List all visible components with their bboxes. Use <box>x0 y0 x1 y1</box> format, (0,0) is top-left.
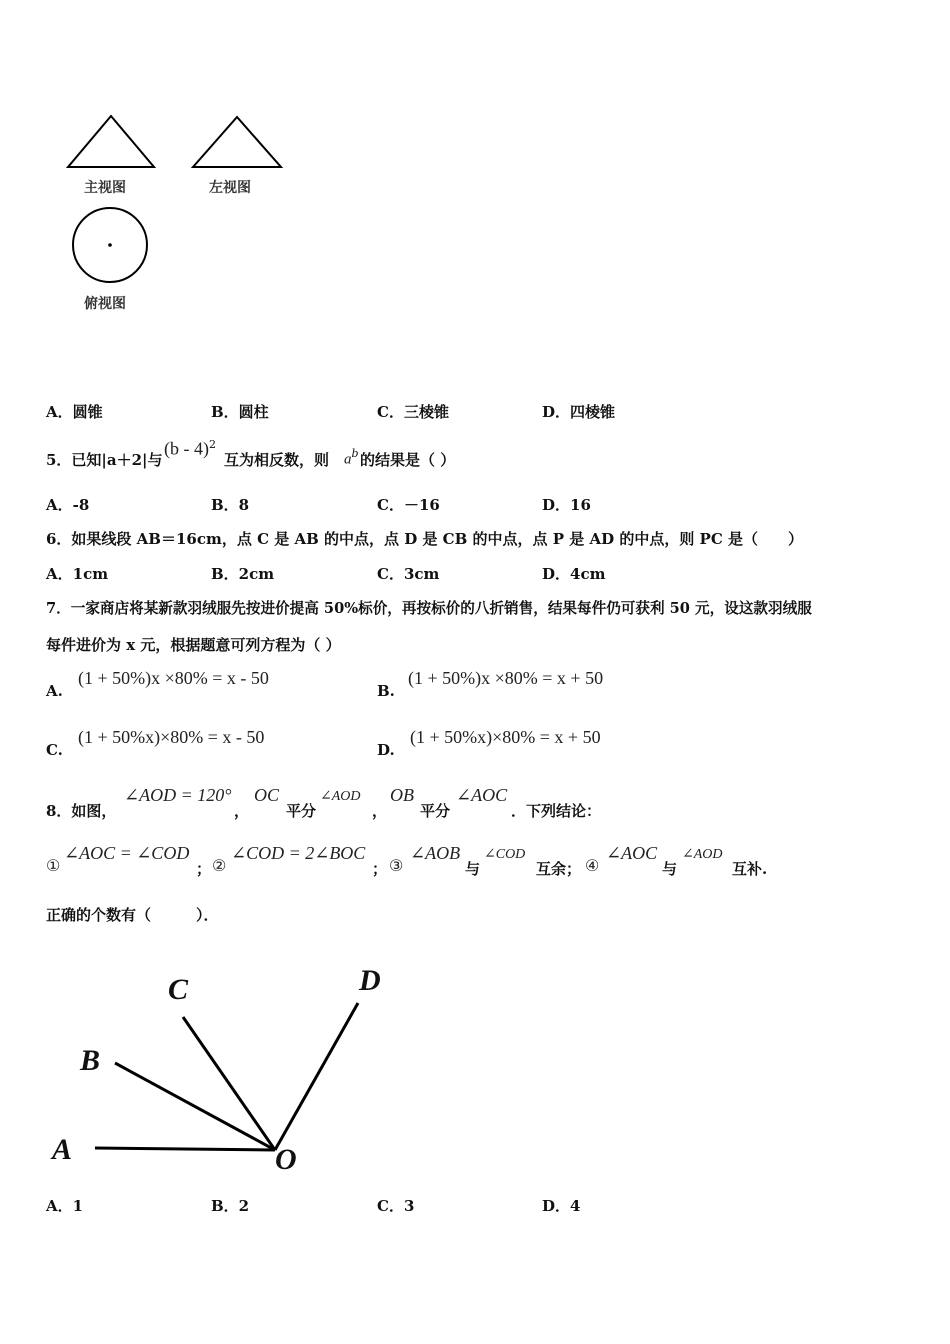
q8-semicolon-2: ； <box>372 860 388 878</box>
q8-ob: OB <box>390 785 414 805</box>
top-view-label: 俯视图 <box>84 296 126 312</box>
q8-statement-4-and: 与 <box>662 860 678 878</box>
q5-expression <box>164 438 216 459</box>
q8-semicolon-1: ； <box>196 860 212 878</box>
q8-sep2: ， <box>372 802 388 820</box>
q8-prefix: 8．如图， <box>46 802 117 820</box>
q6-option-d: D．4cm <box>542 565 606 583</box>
q8-question: 正确的个数有（ ）． <box>46 906 219 924</box>
q7-line2: 每件进价为 x 元，根据题意可列方程为（ ） <box>46 636 341 654</box>
q5-prefix: 5．已知|a＋2|与 <box>46 451 163 469</box>
q4-option-b: B．圆柱 <box>211 403 269 421</box>
q7-option-d-expr: (1 + 50%x)×80% = x + 50 <box>410 727 601 747</box>
q4-option-c: C．三棱锥 <box>377 403 449 421</box>
q8-angle-aod-120: ∠AOD = 120° <box>124 785 232 805</box>
left-view-triangle <box>193 117 281 167</box>
q5-option-c: C．－16 <box>377 496 440 514</box>
q7-option-c-label: C. <box>46 741 63 759</box>
q8-statement-2-num: ② <box>212 858 227 875</box>
q8-option-b: B．2 <box>211 1197 250 1215</box>
q8-option-d: D．4 <box>542 1197 581 1215</box>
q8-statement-3-num: ③ <box>389 858 404 875</box>
q4-option-d: D．四棱锥 <box>542 403 616 421</box>
q8-bisects-2: 平分 <box>420 802 451 820</box>
q6-option-c: C．3cm <box>377 565 440 583</box>
q8-angle-aoc: ∠AOC <box>456 785 508 805</box>
q8-statement-4-text: 互补. <box>732 860 768 878</box>
q8-statement-3-and: 与 <box>465 860 481 878</box>
q7-option-a-expr: (1 + 50%)x ×80% = x - 50 <box>78 668 269 688</box>
q6-text: 6．如果线段 AB＝16cm，点 C 是 AB 的中点，点 D 是 CB 的中点，点 P 是 AD 的中点，则 PC 是（ ） <box>46 530 803 548</box>
q5-suffix: 的结果是（ ） <box>360 451 456 469</box>
q7-option-b-expr: (1 + 50%)x ×80% = x + 50 <box>408 668 604 688</box>
point-label-d: D <box>359 964 381 997</box>
three-view-figure <box>60 110 300 290</box>
q5-power-base: a <box>344 451 352 468</box>
q7-option-d-label: D. <box>377 741 395 759</box>
point-label-o: O <box>275 1143 297 1176</box>
q8-statement-3-angle-b: ∠COD <box>484 847 526 862</box>
q5-option-a: A．-8 <box>46 496 90 514</box>
ray-od <box>275 1003 358 1150</box>
ray-ob <box>115 1063 275 1150</box>
q8-conclusions-intro: ．下列结论： <box>511 802 602 820</box>
q7-line1: 7．一家商店将某新款羽绒服先按进价提高 50%标价，再按标价的八折销售，结果每件仍可获利 50 元，设这款羽绒服 <box>46 600 812 617</box>
q8-statement-3-angle-a: ∠AOB <box>410 843 461 863</box>
q8-bisects-1: 平分 <box>286 802 317 820</box>
q8-statement-1-num: ① <box>46 858 61 875</box>
ray-oa <box>95 1148 275 1150</box>
top-view-center-dot <box>108 243 112 247</box>
q8-angle-aod: ∠AOD <box>320 789 361 804</box>
q7-option-a-label: A. <box>46 682 63 700</box>
q8-statement-4-num: ④ <box>585 858 600 875</box>
q5-option-b: B．8 <box>211 496 250 514</box>
q8-option-c: C．3 <box>377 1197 415 1215</box>
point-label-a: A <box>52 1133 73 1166</box>
q5-expr-exponent: 2 <box>208 438 216 451</box>
q5-middle: 互为相反数，则 <box>224 451 330 469</box>
q8-statement-3-text: 互余； <box>536 860 582 878</box>
q5-power-exp: b <box>351 447 359 460</box>
q6-option-a: A．1cm <box>46 565 109 583</box>
q8-statement-1: ∠AOC = ∠COD <box>64 843 190 863</box>
q4-option-a: A．圆锥 <box>46 403 103 421</box>
front-view-label: 主视图 <box>84 180 126 196</box>
point-label-b: B <box>80 1044 101 1077</box>
q8-sep1: ， <box>234 802 250 820</box>
front-view-triangle <box>68 116 154 167</box>
q7-option-c-expr: (1 + 50%x)×80% = x - 50 <box>78 727 265 747</box>
q8-statement-2: ∠COD = 2∠BOC <box>231 843 366 863</box>
q8-option-a: A．1 <box>46 1197 84 1215</box>
ray-oc <box>183 1017 275 1150</box>
q8-statement-4-angle-b: ∠AOD <box>682 847 723 862</box>
q8-oc: OC <box>254 785 280 805</box>
q5-power <box>344 447 359 468</box>
q6-option-b: B．2cm <box>211 565 275 583</box>
q5-expr-base: (b - 4) <box>164 438 209 459</box>
q7-option-b-label: B. <box>377 682 395 700</box>
left-view-label: 左视图 <box>209 180 251 196</box>
q5-option-d: D．16 <box>542 496 591 514</box>
q8-statement-4-angle-a: ∠AOC <box>606 843 658 863</box>
point-label-c: C <box>168 973 189 1006</box>
